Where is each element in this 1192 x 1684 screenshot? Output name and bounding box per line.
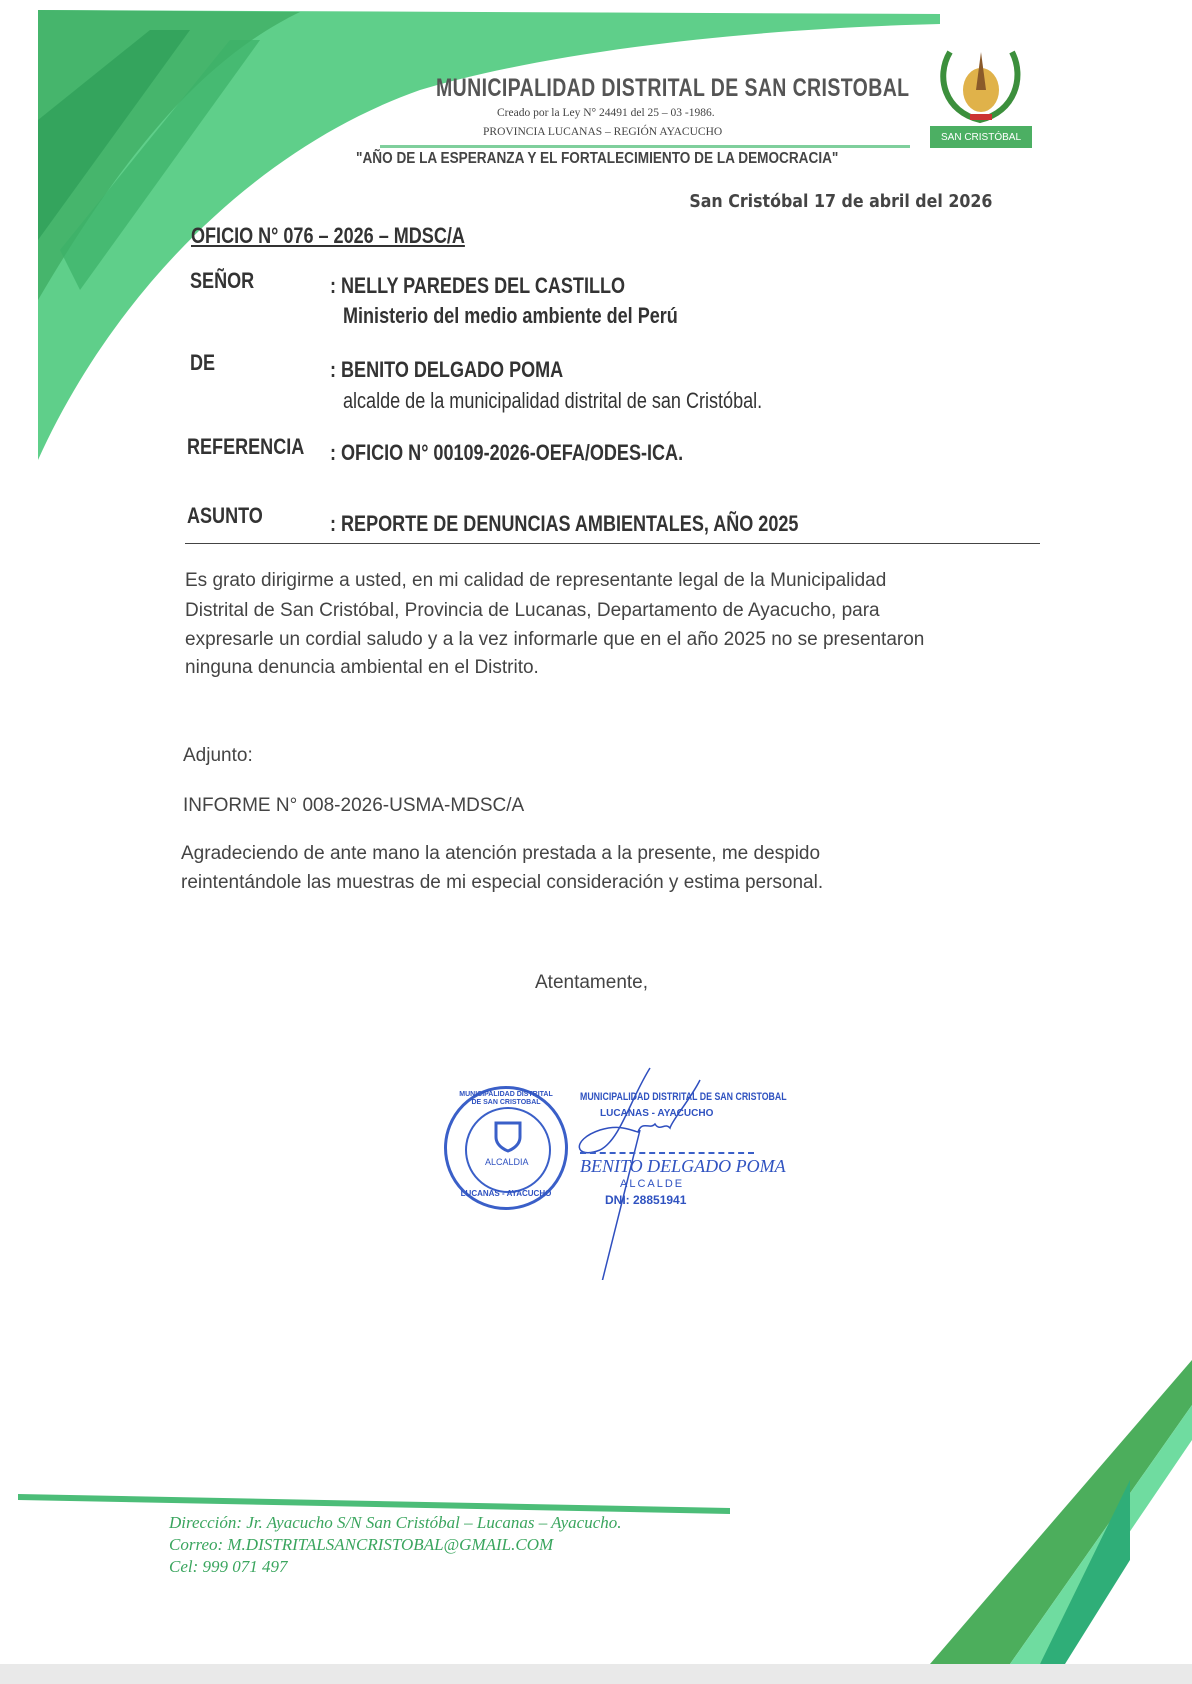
- body-line: Es grato dirigirme a usted, en mi calidad de representante legal de la Municipalidad: [185, 570, 887, 591]
- body-line: expresarle un cordial saludo y a la vez informarle que en el año 2025 no se presentaron: [185, 629, 925, 650]
- sender-role: alcalde de la municipalidad distrital de san Cristóbal.: [343, 388, 763, 413]
- recipient-organization: Ministerio del medio ambiente del Perú: [343, 303, 678, 328]
- seal-top-text: MUNICIPALIDAD DISTRITAL DE SAN CRISTOBAL: [459, 1091, 553, 1106]
- stamp-organization: MUNICIPALIDAD DISTRITAL DE SAN CRISTOBAL: [580, 1091, 787, 1103]
- body-line: ninguna denuncia ambiental en el Distrito.: [185, 657, 539, 678]
- signature-line: [580, 1152, 754, 1154]
- national-shield-icon: [493, 1119, 523, 1153]
- seal-center-text: ALCALDIA: [485, 1157, 529, 1167]
- official-seal: [444, 1086, 568, 1210]
- seal-bottom-text: LUCANAS - AYACUCHO: [460, 1189, 552, 1198]
- footer-email: Correo: M.DISTRITALSANCRISTOBAL@GMAIL.COM: [169, 1535, 554, 1554]
- footer-phone: Cel: 999 071 497: [169, 1557, 288, 1576]
- reference-label: REFERENCIA: [187, 434, 305, 459]
- body-line: Distrital de San Cristóbal, Provincia de Lucanas, Departamento de Ayacucho, para: [185, 600, 880, 621]
- document-number: OFICIO N° 076 – 2026 – MDSC/A: [191, 223, 465, 248]
- letter-date: San Cristóbal 17 de abril del 2026: [688, 191, 992, 212]
- attachment-label: Adjunto:: [183, 745, 253, 766]
- footer-address: Dirección: Jr. Ayacucho S/N San Cristóbal – Lucanas – Ayacucho.: [169, 1513, 622, 1532]
- attachment-reference: INFORME N° 008-2026-USMA-MDSC/A: [183, 795, 525, 816]
- emblem-label: SAN CRISTÓBAL: [930, 126, 1032, 148]
- municipal-emblem: [930, 32, 1032, 148]
- signoff: Atentamente,: [535, 972, 649, 993]
- to-label: SEÑOR: [190, 268, 255, 293]
- closing-line: reintentándole las muestras de mi especial consideración y estima personal.: [181, 872, 824, 893]
- sender-name: : BENITO DELGADO POMA: [330, 357, 564, 382]
- closing-line: Agradeciendo de ante mano la atención prestada a la presente, me despido: [181, 843, 821, 864]
- signer-name: BENITO DELGADO POMA: [580, 1156, 786, 1176]
- location-line: PROVINCIA LUCANAS – REGIÓN AYACUCHO: [483, 126, 723, 138]
- stamp-region: LUCANAS - AYACUCHO: [600, 1108, 714, 1119]
- year-motto: "AÑO DE LA ESPERANZA Y EL FORTALECIMIENTO DE LA DEMOCRACIA": [356, 150, 839, 167]
- creation-note: Creado por la Ley N° 24491 del 25 – 03 -1986.: [497, 107, 715, 119]
- from-label: DE: [190, 350, 216, 375]
- municipality-title: MUNICIPALIDAD DISTRITAL DE SAN CRISTOBAL: [436, 74, 910, 102]
- subject-value: : REPORTE DE DENUNCIAS AMBIENTALES, AÑO 2025: [330, 511, 799, 536]
- reference-value: : OFICIO N° 00109-2026-OEFA/ODES-ICA.: [330, 440, 684, 465]
- signer-dni: DNI: 28851941: [605, 1193, 687, 1207]
- recipient-name: : NELLY PAREDES DEL CASTILLO: [330, 273, 626, 298]
- subject-label: ASUNTO: [187, 503, 263, 528]
- coat-of-arms-icon: [930, 32, 1032, 126]
- signer-role: ALCALDE: [620, 1178, 685, 1190]
- subject-rule: [185, 543, 1040, 544]
- header-divider: [380, 145, 910, 148]
